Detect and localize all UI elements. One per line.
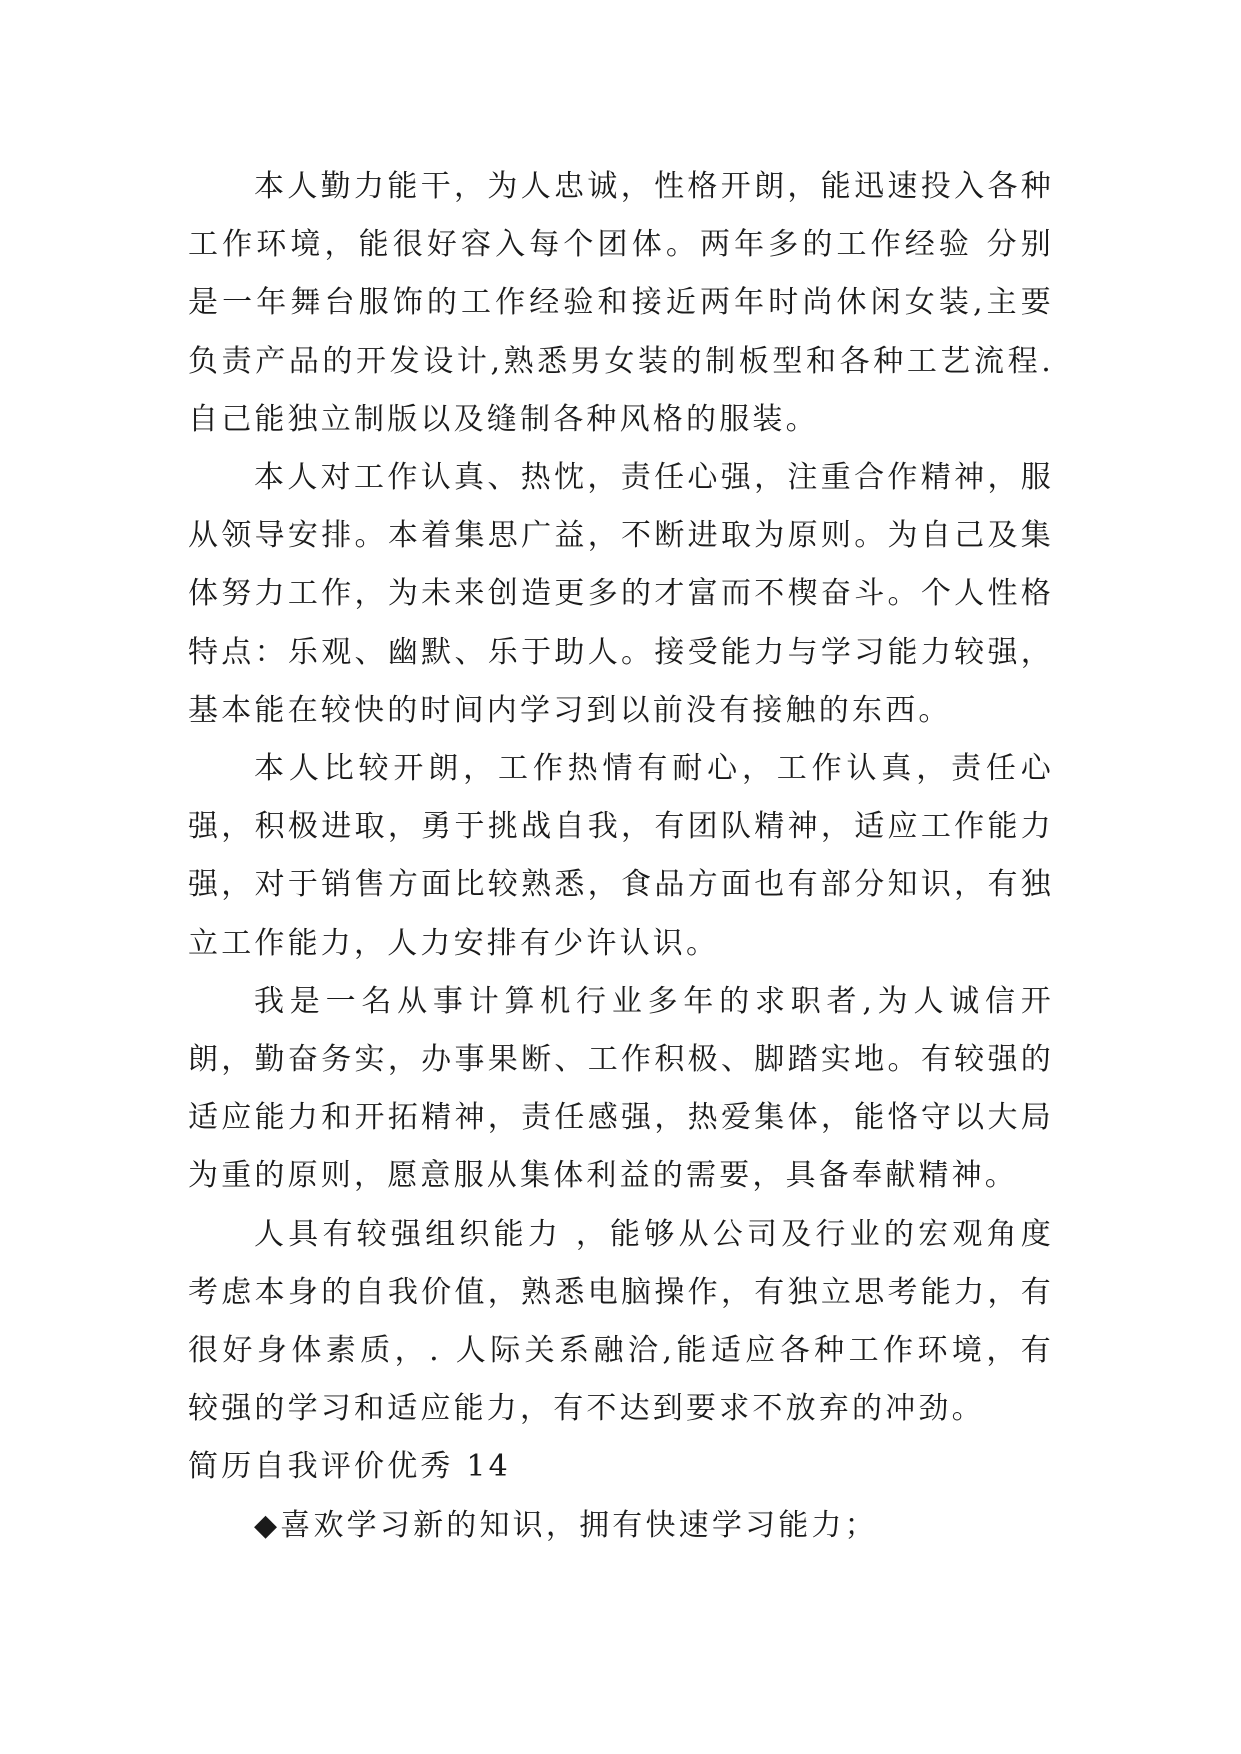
section-heading: 简历自我评价优秀 14 (188, 1449, 511, 1485)
paragraph-5: 人具有较强组织能力 ，能够从公司及行业的宏观角度考虑本身的自我价值，熟悉电脑操作，有独立思考能力，有很好身体素质，. 人际关系融洽,能适应各种工作环境，有较强的学习和适应能力，有不达到要求不放弃的冲劲。 (188, 1216, 1054, 1427)
paragraph-4: 我是一名从事计算机行业多年的求职者,为人诚信开朗，勤奋务实，办事果断、工作积极、脚踏实地。有较强的适应能力和开拓精神，责任感强，热爱集体，能恪守以大局为重的原则，愿意服从集体利益的需要，具备奉献精神。 (188, 983, 1054, 1194)
paragraph-3: 本人比较开朗，工作热情有耐心，工作认真，责任心强，积极进取，勇于挑战自我，有团队精神，适应工作能力强，对于销售方面比较熟悉，食品方面也有部分知识，有独立工作能力，人力安排有少许认识。 (188, 751, 1054, 961)
paragraph-1: 本人勤力能干，为人忠诚，性格开朗，能迅速投入各种工作环境，能很好容入每个团体。两年多的工作经验 分别是一年舞台服饰的工作经验和接近两年时尚休闲女装,主要负责产品的开发设计,熟悉男女装的制板型和各种工艺流程.自己能独立制版以及缝制各种风格的服装。 (188, 169, 1054, 437)
document-body (188, 158, 1054, 1555)
paragraph-2: 本人对工作认真、热忱，责任心强，注重合作精神，服从领导安排。本着集思广益，不断进取为原则。为自己及集体努力工作，为未来创造更多的才富而不楔奋斗。个人性格特点：乐观、幽默、乐于助人。接受能力与学习能力较强，基本能在较快的时间内学习到以前没有接触的东西。 (188, 460, 1054, 728)
bullet-item: ◆喜欢学习新的知识，拥有快速学习能力； (254, 1507, 878, 1543)
